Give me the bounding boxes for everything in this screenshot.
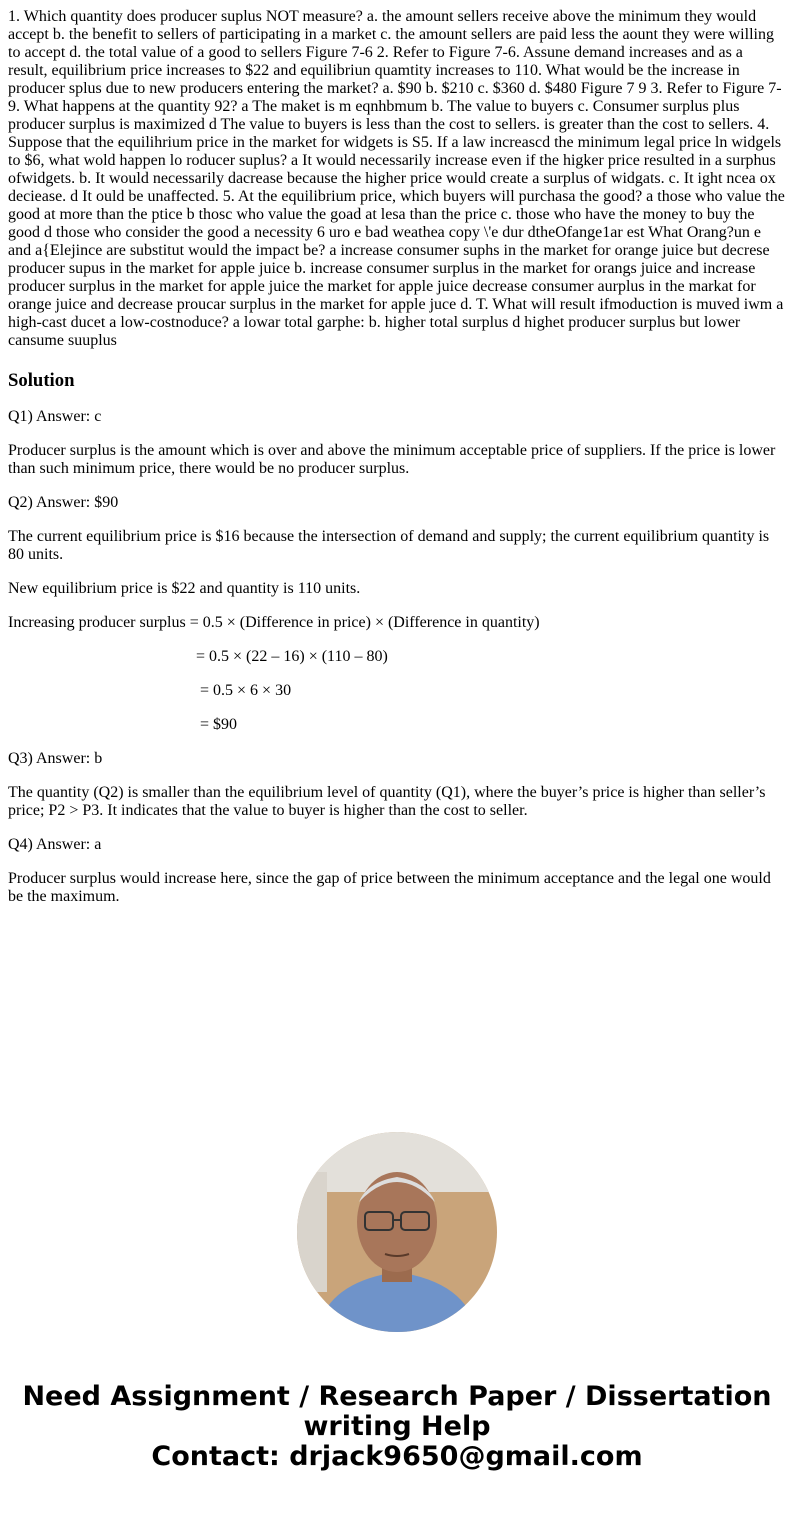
avatar	[297, 1132, 497, 1332]
explanation-q2: The current equilibrium price is $16 because the intersection of demand and supply; the current equilibrium quantity is 80 units.	[8, 528, 770, 563]
question-text: 1. Which quantity does producer suplus NOT measure? a. the amount sellers receive above the minimum they would accept b. the benefit to sellers of participating in a market c. the amount sellers are paid less the aount they were willing to accept d. the total value of a good to sellers Figure 7-6 2. Refer to Figure 7-6. Assune demand increases and as a result, equilibrium price increases to $22 and equilibriun quamtity increases to 110. What would be the increase in producer splus due to new producers entering the market? a. $90 b. $210 c. $360 d. $480 Figure 7 9 3. Refer to Figure 7-9. What happens at the quantity 92? a The maket is m eqnhbmum b. The value to buyers c. Consumer surplus plus producer surplus is maximized d The value to buyers is less than the cost to sellers. is greater than the cost to sellers. 4. Suppose that the equilihrium price in the market for widgets is S5. If a law increascd the minimum legal price ln widgels to $6, what wold happen lo roducer suplus? a It would necessarily increase even if the higker price resulted in a surphus ofwidgets. b. It would necessarily dacrease because the higher price would create a surplus of widgats. c. It ight ncea ox deciease. d It ould be unaffected. 5. At the equilibrium price, which buyers will purchasa the good? a those who value the good at more than the ptice b thosc who value the goad at lesa than the price c. those who have the money to buy the good d those who consider the good a necessity 6 uro e bad weathea copy \'e dur dtheOfange1ar est What Orang?un e and a{Elejince are substitut would the impact be? a increase consumer suphs in the market for orange juice but decrese producer supus in the market for apple juice b. increase consumer surplus in the market for orangs juice and increase producer surplus in the market for apple juice the market for apple juice decrease consumer aurplus in the markat for orange juice and decrease proucar surplus in the market for apple juce d. T. What will result ifmoduction is muved iwm a high-cast ducet a low-costnoduce? a lowar total garphe: b. higher total surplus d highet producer surplus but lower cansume suuplus	[8, 8, 785, 349]
equation-line: = 0.5 × 6 × 30	[8, 682, 292, 699]
footer-help-text: Need Assignment / Research Paper / Dissertation writing Help	[22, 1381, 772, 1442]
equation-line: = 0.5 × (22 – 16) × (110 – 80)	[8, 648, 388, 665]
answer-q3: Q3) Answer: b	[8, 750, 103, 767]
equation-line: Increasing producer surplus = 0.5 × (Difference in price) × (Difference in quantity)	[8, 614, 540, 631]
explanation-q1: Producer surplus is the amount which is over and above the minimum acceptable price of suppliers. If the price is lower than such minimum price, there would be no producer surplus.	[8, 442, 776, 477]
explanation-q4: Producer surplus would increase here, since the gap of price between the minimum acceptance and the legal one would be the maximum.	[8, 870, 771, 905]
footer-banner	[8, 1382, 786, 1472]
equation-line: = $90	[8, 716, 238, 733]
explanation-q3: The quantity (Q2) is smaller than the equilibrium level of quantity (Q1), where the buyer’s price is higher than seller’s price; P2 > P3. It indicates that the value to buyer is higher than the cost to seller.	[8, 784, 766, 819]
answer-q1: Q1) Answer: c	[8, 408, 102, 425]
explanation-q2-new: New equilibrium price is $22 and quantity is 110 units.	[8, 580, 361, 597]
answer-q2: Q2) Answer: $90	[8, 494, 119, 511]
solution-heading: Solution	[8, 370, 75, 391]
footer-contact: Contact: drjack9650@gmail.com	[151, 1441, 643, 1472]
answer-q4: Q4) Answer: a	[8, 836, 102, 853]
